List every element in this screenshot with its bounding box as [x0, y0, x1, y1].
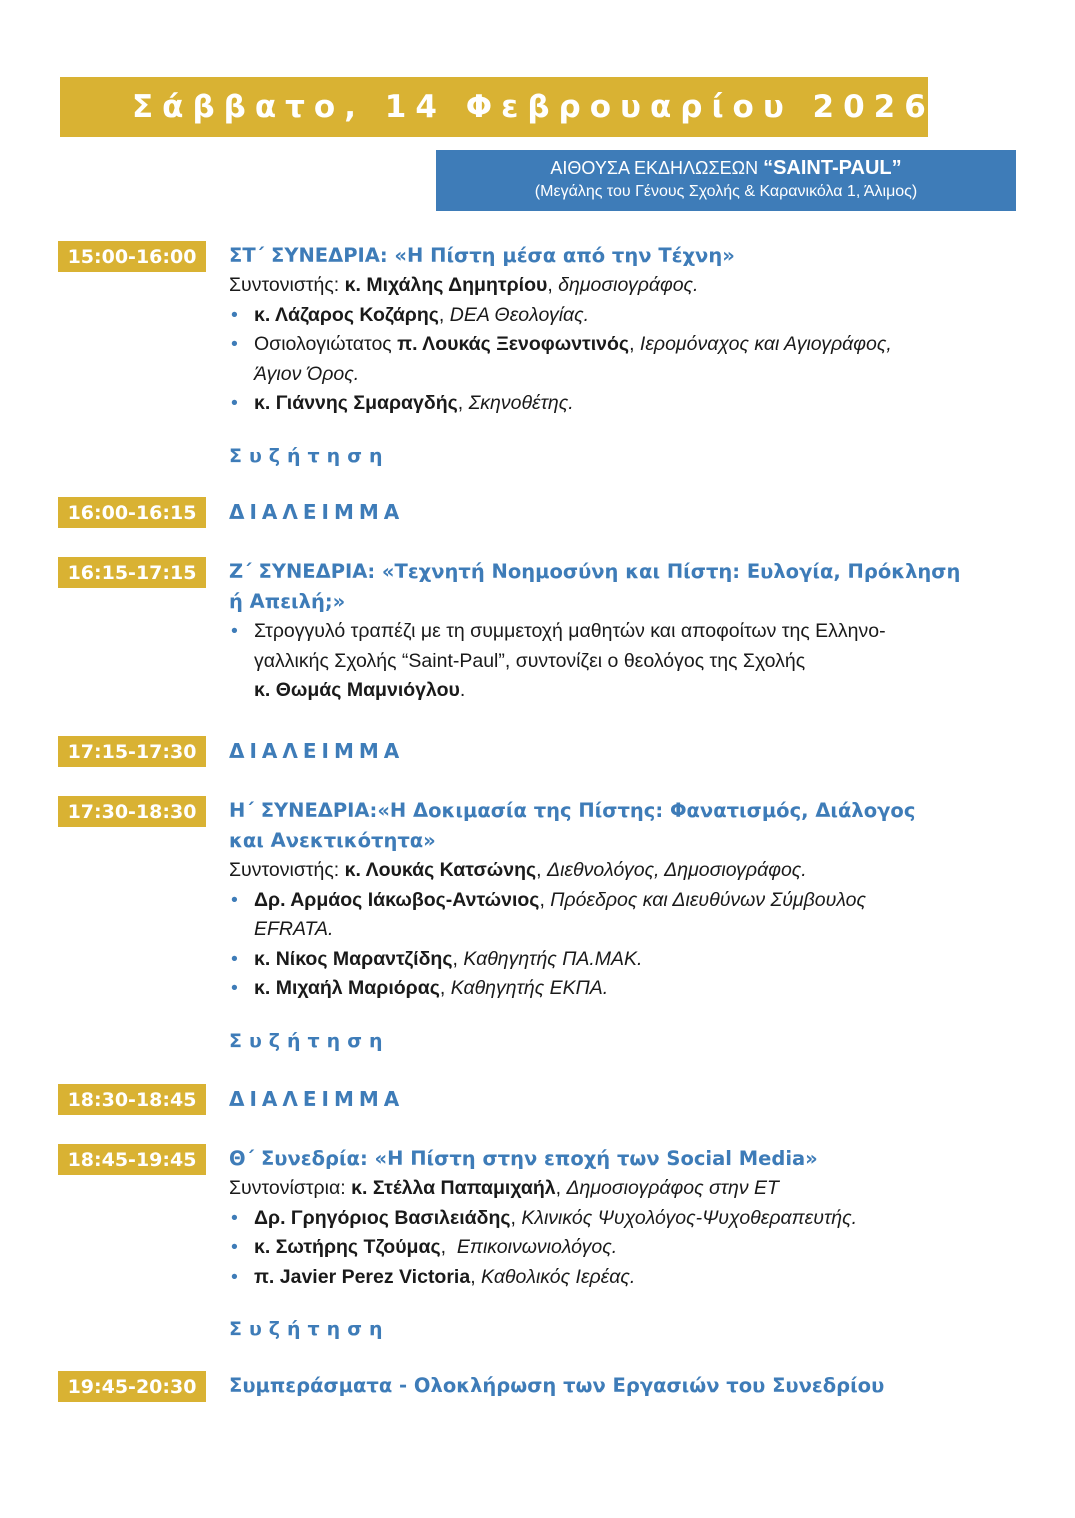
time-label: 19:45-20:30 [67, 1375, 197, 1398]
moderator-label: Συντονίστρια: [229, 1177, 352, 1199]
bullet-icon: • [231, 977, 238, 999]
venue-name: “SAINT-PAUL” [763, 157, 902, 179]
session-title: Θ΄ Συνεδρία: «Η Πίστη στην εποχή των Social Media» [229, 1147, 818, 1170]
time-label: 18:30-18:45 [67, 1088, 197, 1111]
speaker-role: Επικοινωνιολόγος. [456, 1236, 618, 1258]
list-item: • κ. Σωτήρης Τζούμας, Επικοινωνιολόγος. [229, 1233, 1029, 1263]
discussion-label: Συζήτηση [229, 1318, 390, 1340]
moderator-line: Συντονιστής: κ. Μιχάλης Δημητρίου, δημοσιογράφος. [229, 274, 699, 296]
roundtable-text: Στρογγυλό τραπέζι με τη συμμετοχή μαθητών και αποφοίτων της Ελληνο- [254, 620, 886, 642]
break-label: ΔΙΑΛΕΙΜΜΑ [229, 500, 405, 524]
time-badge-session-6 [58, 241, 206, 272]
time-badge-session-7 [58, 557, 206, 588]
speaker-name: κ. Σωτήρης Τζούμας [254, 1236, 441, 1258]
moderator-line: Συντονιστής: κ. Λουκάς Κατσώνης, Διεθνολόγος, Δημοσιογράφος. [229, 859, 807, 881]
closing-session [229, 1371, 1029, 1401]
list-item: • Δρ. Γρηγόριος Βασιλειάδης, Κλινικός Ψυχολόγος-Ψυχοθεραπευτής. [229, 1204, 1029, 1234]
time-badge-break-2 [58, 736, 206, 767]
list-item: • κ. Λάζαρος Κοζάρης, DEA Θεολογίας. [229, 301, 1029, 331]
speaker-list [229, 886, 1029, 1004]
speaker-name: Δρ. Αρμάος Ιάκωβος-Αντώνιος [254, 888, 540, 911]
speaker-role: Καθηγητής ΕΚΠΑ. [450, 977, 609, 999]
list-item: • Στρογγυλό τραπέζι με τη συμμετοχή μαθητών και αποφοίτων της Ελληνο- γαλλικής Σχολής “Saint-Paul”, συντονίζει ο θεολόγος της Σχολής κ. Θωμάς Μαμνιόγλου. [229, 617, 1029, 706]
bullet-icon: • [231, 333, 238, 355]
list-item: • κ. Νίκος Μαραντζίδης, Καθηγητής ΠΑ.ΜΑΚ. [229, 945, 1029, 975]
speaker-role: Καθολικός Ιερέας. [481, 1265, 636, 1288]
venue-title [436, 155, 1016, 181]
speaker-role: DEA Θεολογίας. [449, 303, 590, 326]
moderator-label: Συντονιστής: [229, 859, 345, 881]
speaker-prefix: Οσιολογιώτατος [254, 333, 398, 355]
session-title: Η΄ ΣΥΝΕΔΡΙΑ:«Η Δοκιμασία της Πίστης: Φανατισμός, Διάλογος [229, 799, 916, 822]
speaker-list [229, 1204, 1029, 1293]
session-7 [229, 557, 1029, 706]
moderator-name: κ. Λουκάς Κατσώνης [344, 859, 537, 881]
list-item: • π. Javier Perez Victoria, Καθολικός Ιερέας. [229, 1263, 1029, 1293]
session-6 [229, 241, 1029, 471]
time-badge-session-8 [58, 796, 206, 827]
moderator-name: κ. Μιχάλης Δημητρίου [344, 274, 548, 296]
time-badge-break-1 [58, 497, 206, 528]
speaker-role: Καθηγητής ΠΑ.ΜΑΚ. [463, 947, 643, 970]
bullet-icon: • [231, 392, 238, 414]
break-label: ΔΙΑΛΕΙΜΜΑ [229, 1087, 405, 1111]
session-title: ΣΤ΄ ΣΥΝΕΔΡΙΑ: «Η Πίστη μέσα από την Τέχνη» [229, 244, 735, 267]
speaker-role-cont: Άγιον Όρος. [254, 362, 360, 385]
session-title-cont: ή Απειλή;» [229, 590, 346, 613]
list-item: • κ. Μιχαήλ Μαριόρας, Καθηγητής ΕΚΠΑ. [229, 974, 1029, 1004]
break-1 [229, 497, 1029, 527]
break-3 [229, 1084, 1029, 1114]
break-2 [229, 736, 1029, 766]
roundtable-list [229, 617, 1029, 706]
session-8 [229, 796, 1029, 1056]
break-label: ΔΙΑΛΕΙΜΜΑ [229, 739, 405, 763]
speaker-name: κ. Λάζαρος Κοζάρης [254, 303, 439, 326]
discussion-label: Συζήτηση [229, 444, 390, 467]
speaker-name: κ. Μιχαήλ Μαριόρας [254, 977, 440, 999]
speaker-list [229, 301, 1029, 419]
time-label: 16:00-16:15 [67, 501, 197, 524]
venue-prefix: ΑΙΘΟΥΣΑ ΕΚΔΗΛΩΣΕΩΝ [550, 158, 759, 178]
moderator-label: Συντονιστής: [229, 274, 345, 296]
list-item: • Δρ. Αρμάος Ιάκωβος-Αντώνιος, Πρόεδρος και Διευθύνων Σύμβουλος EFRATA. [229, 886, 1029, 945]
speaker-role: Πρόεδρος και Διευθύνων Σύμβουλος [550, 888, 866, 911]
speaker-name: κ. Νίκος Μαραντζίδης [254, 947, 453, 970]
speaker-role-cont: EFRATA. [254, 918, 334, 940]
roundtable-moderator: κ. Θωμάς Μαμνιόγλου [254, 679, 460, 701]
list-item: • κ. Γιάννης Σμαραγδής, Σκηνοθέτης. [229, 389, 1029, 419]
day-banner [60, 77, 935, 137]
time-badge-session-9 [58, 1144, 206, 1175]
bullet-icon: • [231, 1236, 238, 1258]
time-label: 16:15-17:15 [67, 561, 197, 584]
bullet-icon: • [231, 1206, 238, 1229]
speaker-name: κ. Γιάννης Σμαραγδής [254, 392, 458, 414]
moderator-role: δημοσιογράφος. [558, 274, 699, 296]
venue-address: (Μεγάλης του Γένους Σχολής & Καρανικόλα 1, Άλιμος) [534, 183, 918, 200]
speaker-name: Δρ. Γρηγόριος Βασιλειάδης [254, 1206, 511, 1229]
closing-title: Συμπεράσματα - Ολοκλήρωση των Εργασιών του Συνεδρίου [229, 1374, 885, 1397]
bullet-icon: • [231, 888, 238, 911]
bullet-icon: • [231, 1265, 238, 1288]
speaker-role: Ιερομόναχος και Αγιογράφος, [639, 333, 892, 355]
bullet-icon: • [231, 303, 238, 326]
speaker-name: π. Javier Perez Victoria [254, 1265, 471, 1288]
speaker-role: Κλινικός Ψυχολόγος-Ψυχοθεραπευτής. [521, 1206, 857, 1229]
speaker-role: Σκηνοθέτης. [468, 392, 574, 414]
moderator-name: κ. Στέλλα Παπαμιχαήλ [351, 1177, 556, 1199]
session-title-cont: και Ανεκτικότητα» [229, 829, 436, 852]
discussion-label: Συζήτηση [229, 1029, 390, 1052]
session-title: Ζ΄ ΣΥΝΕΔΡΙΑ: «Τεχνητή Νοημοσύνη και Πίστη: Ευλογία, Πρόκληση [229, 560, 961, 583]
moderator-line: Συντονίστρια: κ. Στέλλα Παπαμιχαήλ, Δημοσιογράφος στην ΕΤ [229, 1177, 779, 1199]
bullet-icon: • [231, 947, 238, 970]
moderator-role: Δημοσιογράφος στην ΕΤ [566, 1177, 779, 1199]
session-9 [229, 1144, 1029, 1344]
list-item: • Οσιολογιώτατος π. Λουκάς Ξενοφωντινός, Ιερομόναχος και Αγιογράφος, Άγιον Όρος. [229, 330, 1029, 389]
day-title: Σάββατο, 14 Φεβρουαρίου 2026 [132, 89, 935, 125]
time-label: 17:15-17:30 [67, 740, 197, 763]
time-label: 18:45-19:45 [67, 1148, 197, 1171]
moderator-role: Διεθνολόγος, Δημοσιογράφος. [547, 859, 807, 881]
time-badge-closing [58, 1371, 206, 1402]
speaker-name: π. Λουκάς Ξενοφωντινός [397, 333, 630, 355]
time-label: 15:00-16:00 [67, 245, 197, 268]
time-label: 17:30-18:30 [67, 800, 197, 823]
roundtable-text-cont: γαλλικής Σχολής “Saint-Paul”, συντονίζει ο θεολόγος της Σχολής [254, 649, 806, 672]
bullet-icon: • [231, 620, 238, 642]
venue-box [436, 150, 1016, 211]
time-badge-break-3 [58, 1084, 206, 1115]
